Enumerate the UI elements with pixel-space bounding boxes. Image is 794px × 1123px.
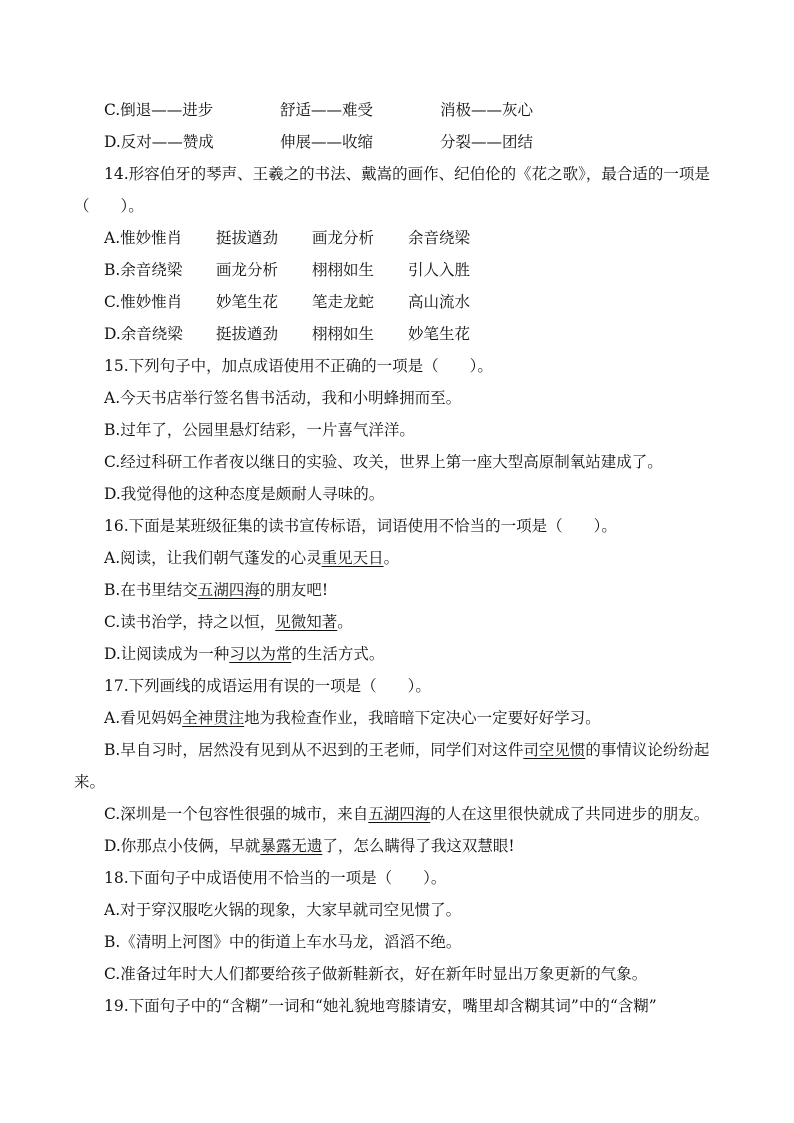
q14-option-d-word3: 栩栩如生	[312, 325, 375, 343]
q17-option-a-text: A.看见妈妈	[104, 709, 183, 727]
q18-option-a: A.对于穿汉服吃火锅的现象，大家早就司空见惯了。	[104, 901, 462, 919]
q14-option-d-label: D.余音绕梁	[104, 325, 183, 343]
q13-option-c-pair3: 消极——灰心	[440, 101, 534, 119]
q16-option-a-underlined: 重见天日	[321, 549, 384, 567]
q14-option-a-word3: 画龙分析	[312, 229, 375, 247]
q17-option-d	[104, 836, 515, 856]
q17-option-c-underlined: 五湖四海	[368, 805, 431, 823]
q16-option-a-tail: 。	[383, 549, 400, 567]
q16-option-c-underlined: 见微知著	[275, 613, 338, 631]
q14-option-a-word4: 余音绕梁	[408, 229, 471, 247]
q16-option-c	[104, 612, 353, 632]
q16-option-c-tail: 。	[337, 613, 353, 631]
q14-option-d-word4: 妙笔生花	[408, 325, 471, 343]
q16-option-a	[104, 548, 399, 568]
q15-option-d: D.我觉得他的这种态度是颇耐人寻味的。	[104, 485, 385, 503]
q13-option-d-label: D.反对——赞成	[104, 133, 214, 151]
q13-option-d-pair2: 伸展——收缩	[280, 133, 374, 151]
q17-option-d-text: D.你那点小伎俩，早就	[104, 837, 261, 855]
q17-option-d-tail: 了，怎么瞒得了我这双慧眼!	[322, 837, 515, 855]
q16-option-c-text: C.读书治学，持之以恒，	[104, 613, 276, 631]
q16-stem: 16.下面是某班级征集的读书宣传标语，词语使用不恰当的一项是（ ）。	[104, 517, 617, 535]
q14-option-c-word3: 笔走龙蛇	[312, 293, 375, 311]
q17-option-b-tail: 的事情议论纷纷起	[585, 741, 710, 759]
q13-option-c-pair2: 舒适——难受	[280, 101, 374, 119]
q14-option-d-word2: 挺拔遒劲	[216, 325, 279, 343]
q13-option-d-pair3: 分裂——团结	[440, 133, 534, 151]
q14-stem: 14.形容伯牙的琴声、王羲之的书法、戴嵩的画作、纪伯伦的《花之歌》，最合适的一项是	[104, 165, 710, 183]
q17-option-a-underlined: 全神贯注	[182, 709, 245, 727]
q14-option-c-label: C.惟妙惟肖	[104, 293, 183, 311]
q14-option-b-word2: 画龙分析	[216, 261, 279, 279]
q14-option-a-word2: 挺拔遒劲	[216, 229, 279, 247]
q17-option-b	[104, 740, 709, 760]
q14-option-b-word4: 引人入胜	[408, 261, 471, 279]
q17-stem: 17.下列画线的成语运用有误的一项是（ ）。	[104, 677, 431, 695]
q16-option-d-text: D.让阅读成为一种	[104, 645, 230, 663]
q17-option-b-text: B.早自习时，居然没有见到从不迟到的王老师，同学们对这件	[104, 741, 524, 759]
q17-option-c-tail: 的人在这里很快就成了共同进步的朋友。	[430, 805, 710, 823]
q14-stem-cont: （ ）。	[74, 197, 144, 215]
q16-option-b	[104, 580, 328, 600]
q17-option-a	[104, 708, 601, 728]
q13-option-c-label: C.倒退——进步	[104, 101, 214, 119]
q16-option-d-tail: 的生活方式。	[291, 645, 385, 663]
q17-option-b-underlined: 司空见惯	[523, 741, 586, 759]
q15-option-b: B.过年了，公园里悬灯结彩，一片喜气洋洋。	[104, 421, 415, 439]
q14-option-a-label: A.惟妙惟肖	[104, 229, 183, 247]
q17-option-b-cont: 来。	[74, 773, 106, 791]
q15-option-a: A.今天书店举行签名售书活动，我和小明蜂拥而至。	[104, 389, 462, 407]
q16-option-b-text: B.在书里结交	[104, 581, 198, 599]
q16-option-a-text: A.阅读，让我们朝气蓬发的心灵	[104, 549, 322, 567]
q16-option-b-tail: 的朋友吧!	[259, 581, 329, 599]
q16-option-b-underlined: 五湖四海	[197, 581, 260, 599]
q18-stem: 18.下面句子中成语使用不恰当的一项是（ ）。	[104, 869, 447, 887]
q18-option-c: C.准备过年时大人们都要给孩子做新鞋新衣，好在新年时显出万象更新的气象。	[104, 965, 648, 983]
q17-option-c	[104, 804, 709, 824]
q17-option-c-text: C.深圳是一个包容性很强的城市，来自	[104, 805, 369, 823]
q15-stem: 15.下列句子中，加点成语使用不正确的一项是（ ）。	[104, 357, 493, 375]
q14-option-b-label: B.余音绕梁	[104, 261, 183, 279]
q14-option-c-word2: 妙笔生花	[216, 293, 279, 311]
q16-option-d-underlined: 习以为常	[229, 645, 292, 663]
q14-option-c-word4: 高山流水	[408, 293, 471, 311]
q18-option-b: B.《清明上河图》中的街道上车水马龙，滔滔不绝。	[104, 933, 462, 951]
q14-option-b-word3: 栩栩如生	[312, 261, 375, 279]
q19-stem: 19.下面句子中的“含糊”一词和“她礼貌地弯膝请安，嘴里却含糊其词”中的“含糊”	[104, 997, 657, 1015]
q16-option-d	[104, 644, 384, 664]
q17-option-a-tail: 地为我检查作业，我暗暗下定决心一定要好好学习。	[244, 709, 601, 727]
q15-option-c: C.经过科研工作者夜以继日的实验、攻关，世界上第一座大型高原制氧站建成了。	[104, 453, 663, 471]
q17-option-d-underlined: 暴露无遗	[260, 837, 323, 855]
